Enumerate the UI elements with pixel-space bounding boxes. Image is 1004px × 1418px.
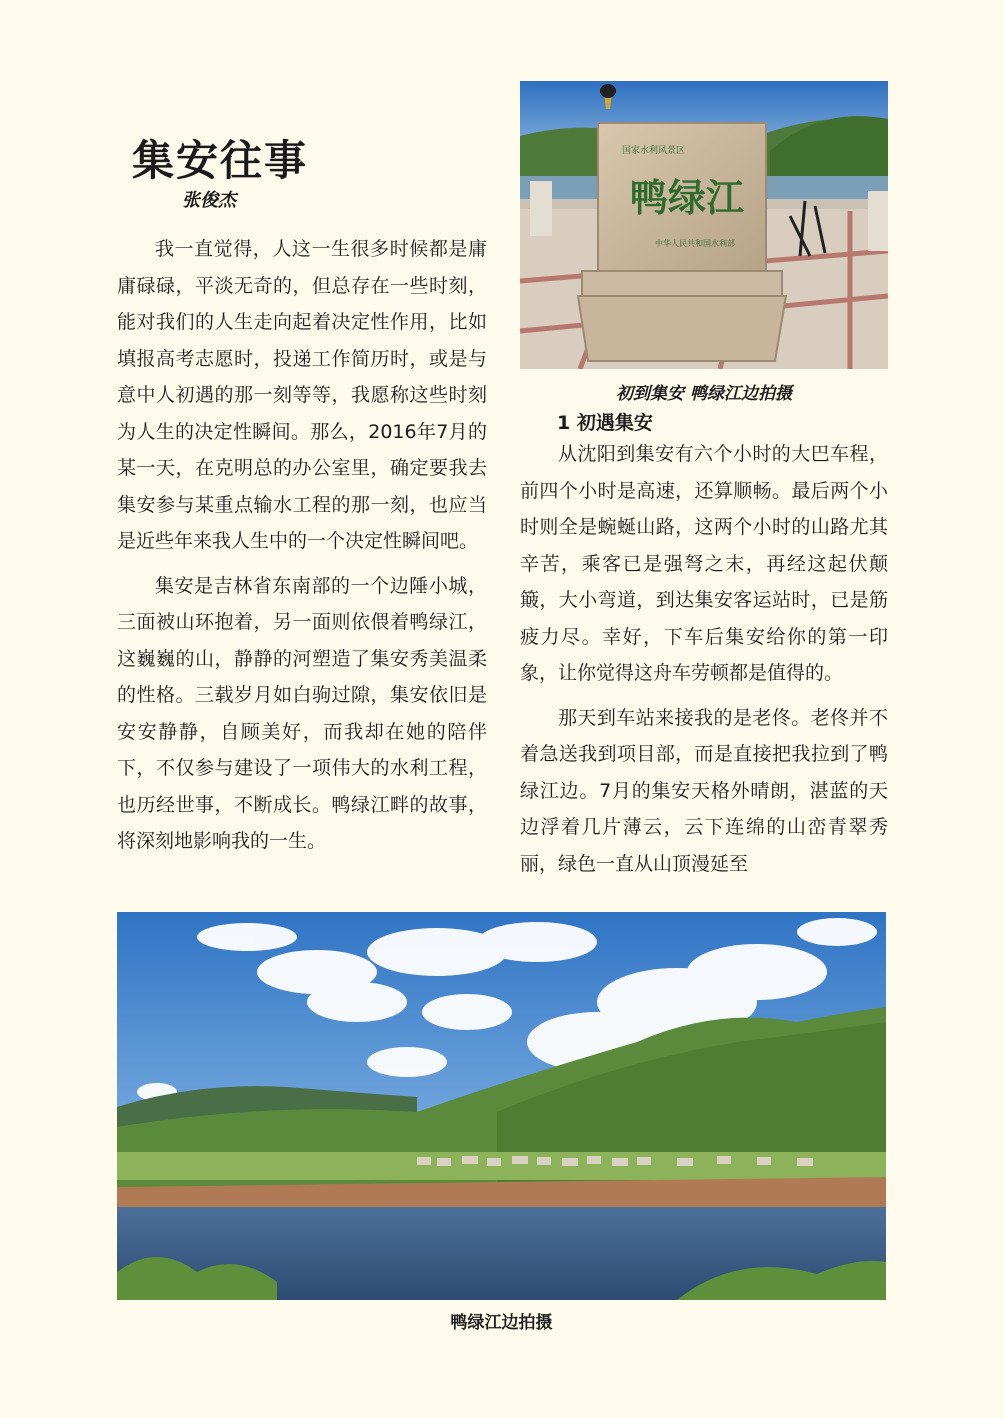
- paragraph: 集安是吉林省东南部的一个边陲小城，三面被山环抱着，另一面则依偎着鸭绿江，这巍巍的山，静静的河塑造了集安秀美温柔的性格。三载岁月如白驹过隙，集安依旧是安安静静，自顾美好，而我却在她的陪伴下，不仅参与建设了一项伟大的水利工程，也历经世事，不断成长。鸭绿江畔的故事，将深刻地影响我的一生。: [117, 574, 487, 852]
- stone-bottom-text: 中华人民共和国水利部: [655, 239, 735, 248]
- stone-top-text: 国家水利风景区: [622, 146, 686, 156]
- stone-main-text: 鸭绿江: [630, 175, 745, 220]
- left-column: [117, 231, 487, 868]
- paragraph: 从沈阳到集安有六个小时的大巴车程，前四个小时是高速，还算顺畅。最后两个小时则全是蜿蜒山路，这两个小时的山路尤其辛苦，乘客已是强弩之末，再经这起伏颠簸，大小弯道，到达集安客运站时，已是筋疲力尽。幸好，下车后集安给你的第一印象，让你觉得这舟车劳顿都是值得的。: [520, 443, 888, 684]
- paragraph: 那天到车站来接我的是老佟。老佟并不着急送我到项目部，而是直接把我拉到了鸭绿江边。7月的集安天格外晴朗，湛蓝的天边浮着几片薄云，云下连绵的山峦青翠秀丽，绿色一直从山顶漫延至: [520, 706, 888, 875]
- section-heading: 1 初遇集安: [557, 412, 653, 434]
- article-author: 张俊杰: [182, 190, 236, 211]
- yalu-river-monument-photo: [520, 81, 888, 369]
- right-column: [520, 436, 888, 890]
- paragraph: 我一直觉得，人这一生很多时候都是庸庸碌碌，平淡无奇的，但总存在一些时刻，能对我们的人生走向起着决定性作用，比如填报高考志愿时，投递工作简历时，或是与意中人初遇的那一刻等等，我愿称这些时刻为人生的决定性瞬间。那么，2016年7月的某一天，在克明总的办公室里，确定要我去集安参与某重点输水工程的那一刻，也应当是近些年来我人生中的一个决定性瞬间吧。: [117, 238, 487, 552]
- yalu-river-landscape-photo: [117, 912, 886, 1300]
- article-title: 集安往事: [132, 136, 309, 185]
- top-photo-caption: 初到集安 鸭绿江边拍摄: [616, 384, 792, 404]
- bottom-photo-caption: 鸭绿江边拍摄: [450, 1313, 553, 1333]
